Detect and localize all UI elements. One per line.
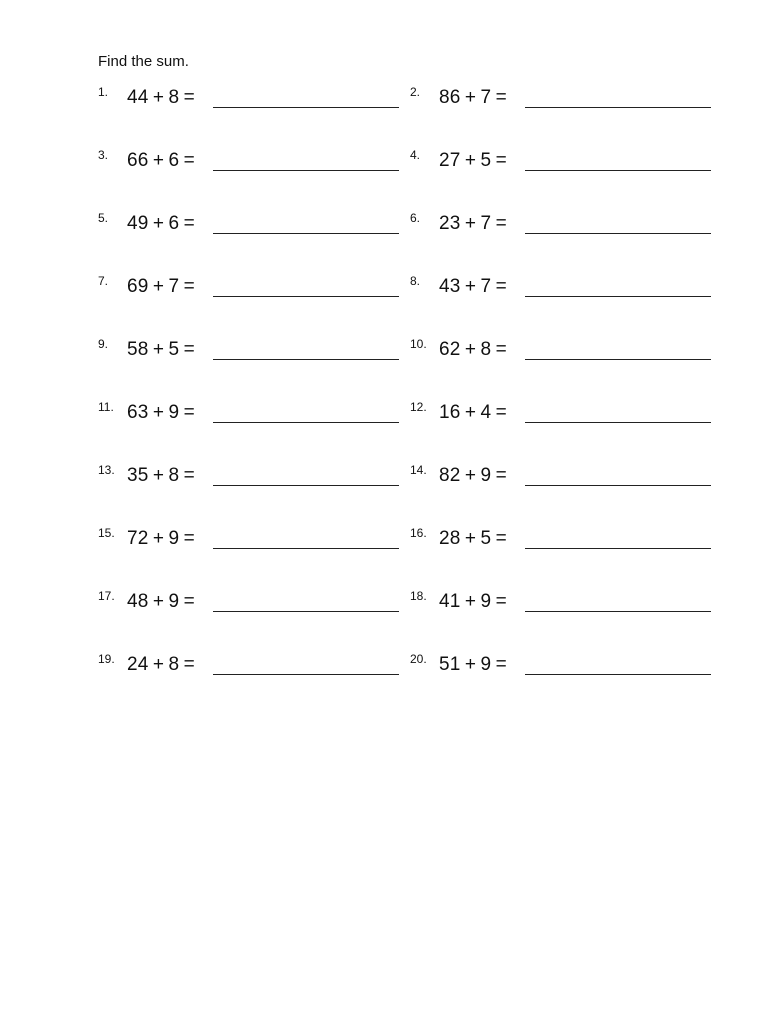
answer-line[interactable] bbox=[213, 170, 399, 171]
equals-sign: = bbox=[183, 591, 195, 612]
problem-number: 12. bbox=[410, 400, 427, 414]
problem-6 bbox=[410, 211, 730, 241]
addend-a: 62 bbox=[439, 339, 461, 360]
plus-sign: + bbox=[152, 150, 165, 171]
addend-a: 86 bbox=[439, 87, 461, 108]
equals-sign: = bbox=[183, 213, 195, 234]
problem-number: 14. bbox=[410, 463, 427, 477]
addend-a: 28 bbox=[439, 528, 461, 549]
problem-number: 13. bbox=[98, 463, 115, 477]
equals-sign: = bbox=[495, 150, 507, 171]
plus-sign: + bbox=[464, 402, 477, 423]
problem-17 bbox=[98, 589, 418, 619]
answer-line[interactable] bbox=[525, 422, 711, 423]
addend-b: 5 bbox=[480, 150, 492, 171]
problem-15 bbox=[98, 526, 418, 556]
equals-sign: = bbox=[183, 87, 195, 108]
equals-sign: = bbox=[183, 339, 195, 360]
answer-line[interactable] bbox=[525, 170, 711, 171]
answer-line[interactable] bbox=[525, 233, 711, 234]
answer-line[interactable] bbox=[525, 611, 711, 612]
plus-sign: + bbox=[464, 150, 477, 171]
problem-expression bbox=[127, 87, 199, 109]
equals-sign: = bbox=[495, 339, 507, 360]
problem-16 bbox=[410, 526, 730, 556]
answer-line[interactable] bbox=[213, 611, 399, 612]
addend-a: 48 bbox=[127, 591, 149, 612]
equals-sign: = bbox=[183, 654, 195, 675]
plus-sign: + bbox=[152, 276, 165, 297]
addend-b: 9 bbox=[480, 465, 492, 486]
plus-sign: + bbox=[464, 276, 477, 297]
plus-sign: + bbox=[464, 87, 477, 108]
problem-expression bbox=[439, 465, 511, 487]
addend-a: 43 bbox=[439, 276, 461, 297]
addend-b: 9 bbox=[168, 402, 180, 423]
problem-expression bbox=[439, 528, 511, 550]
equals-sign: = bbox=[495, 465, 507, 486]
addend-a: 44 bbox=[127, 87, 149, 108]
answer-line[interactable] bbox=[525, 296, 711, 297]
addend-b: 8 bbox=[480, 339, 492, 360]
problem-expression bbox=[439, 150, 511, 172]
addend-b: 9 bbox=[168, 591, 180, 612]
problem-expression bbox=[127, 213, 199, 235]
problem-expression bbox=[439, 213, 511, 235]
problem-expression bbox=[127, 654, 199, 676]
equals-sign: = bbox=[495, 402, 507, 423]
problem-expression bbox=[127, 465, 199, 487]
plus-sign: + bbox=[152, 465, 165, 486]
addend-b: 8 bbox=[168, 87, 180, 108]
problem-expression bbox=[439, 654, 511, 676]
answer-line[interactable] bbox=[213, 674, 399, 675]
plus-sign: + bbox=[152, 528, 165, 549]
problem-9 bbox=[98, 337, 418, 367]
addend-a: 51 bbox=[439, 654, 461, 675]
plus-sign: + bbox=[464, 528, 477, 549]
addend-b: 8 bbox=[168, 654, 180, 675]
equals-sign: = bbox=[183, 402, 195, 423]
equals-sign: = bbox=[183, 465, 195, 486]
plus-sign: + bbox=[152, 654, 165, 675]
addend-b: 7 bbox=[480, 87, 492, 108]
plus-sign: + bbox=[464, 465, 477, 486]
addend-a: 63 bbox=[127, 402, 149, 423]
addend-a: 66 bbox=[127, 150, 149, 171]
answer-line[interactable] bbox=[525, 548, 711, 549]
problem-number: 8. bbox=[410, 274, 421, 288]
plus-sign: + bbox=[152, 213, 165, 234]
problem-number: 18. bbox=[410, 589, 427, 603]
addend-b: 4 bbox=[480, 402, 492, 423]
problem-11 bbox=[98, 400, 418, 430]
problem-expression bbox=[439, 87, 511, 109]
problem-number: 6. bbox=[410, 211, 421, 225]
plus-sign: + bbox=[152, 402, 165, 423]
problem-3 bbox=[98, 148, 421, 178]
answer-line[interactable] bbox=[213, 296, 399, 297]
equals-sign: = bbox=[495, 528, 507, 549]
plus-sign: + bbox=[464, 654, 477, 675]
equals-sign: = bbox=[495, 276, 507, 297]
addend-a: 49 bbox=[127, 213, 149, 234]
problem-expression bbox=[127, 402, 199, 424]
problem-expression bbox=[127, 591, 199, 613]
problem-10 bbox=[410, 337, 730, 367]
problem-number: 10. bbox=[410, 337, 427, 351]
addend-b: 9 bbox=[168, 528, 180, 549]
addend-a: 82 bbox=[439, 465, 461, 486]
addend-a: 35 bbox=[127, 465, 149, 486]
addend-a: 16 bbox=[439, 402, 461, 423]
answer-line[interactable] bbox=[525, 359, 711, 360]
addend-a: 69 bbox=[127, 276, 149, 297]
problem-expression bbox=[127, 528, 199, 550]
plus-sign: + bbox=[464, 339, 477, 360]
problem-number: 5. bbox=[98, 211, 109, 225]
problem-number: 15. bbox=[98, 526, 115, 540]
addend-a: 58 bbox=[127, 339, 149, 360]
equals-sign: = bbox=[495, 591, 507, 612]
plus-sign: + bbox=[464, 591, 477, 612]
problem-1 bbox=[98, 85, 421, 115]
addend-b: 5 bbox=[480, 528, 492, 549]
problem-number: 7. bbox=[98, 274, 109, 288]
problem-7 bbox=[98, 274, 421, 304]
problem-number: 9. bbox=[98, 337, 109, 351]
problem-number: 17. bbox=[98, 589, 115, 603]
answer-line[interactable] bbox=[213, 107, 399, 108]
addend-a: 24 bbox=[127, 654, 149, 675]
problem-expression bbox=[439, 591, 511, 613]
problem-number: 19. bbox=[98, 652, 115, 666]
addend-b: 7 bbox=[168, 276, 180, 297]
addend-b: 8 bbox=[168, 465, 180, 486]
problem-14 bbox=[410, 463, 730, 493]
addend-a: 72 bbox=[127, 528, 149, 549]
equals-sign: = bbox=[495, 654, 507, 675]
plus-sign: + bbox=[464, 213, 477, 234]
problem-number: 4. bbox=[410, 148, 421, 162]
problem-expression bbox=[439, 339, 511, 361]
problem-expression bbox=[127, 339, 199, 361]
problem-expression bbox=[127, 150, 199, 172]
problem-number: 3. bbox=[98, 148, 109, 162]
problem-18 bbox=[410, 589, 730, 619]
problem-4 bbox=[410, 148, 730, 178]
addend-b: 9 bbox=[480, 654, 492, 675]
addend-b: 9 bbox=[480, 591, 492, 612]
plus-sign: + bbox=[152, 591, 165, 612]
problem-20 bbox=[410, 652, 730, 682]
addend-b: 5 bbox=[168, 339, 180, 360]
plus-sign: + bbox=[152, 339, 165, 360]
answer-line[interactable] bbox=[213, 485, 399, 486]
problem-12 bbox=[410, 400, 730, 430]
addend-b: 6 bbox=[168, 150, 180, 171]
equals-sign: = bbox=[495, 87, 507, 108]
equals-sign: = bbox=[495, 213, 507, 234]
problem-number: 16. bbox=[410, 526, 427, 540]
addend-a: 23 bbox=[439, 213, 461, 234]
problem-expression bbox=[127, 276, 199, 298]
addend-a: 41 bbox=[439, 591, 461, 612]
instructions: Find the sum. bbox=[98, 53, 189, 70]
problem-number: 20. bbox=[410, 652, 427, 666]
answer-line[interactable] bbox=[213, 233, 399, 234]
answer-line[interactable] bbox=[213, 422, 399, 423]
problem-19 bbox=[98, 652, 418, 682]
answer-line[interactable] bbox=[525, 107, 711, 108]
problem-5 bbox=[98, 211, 421, 241]
problem-expression bbox=[439, 276, 511, 298]
equals-sign: = bbox=[183, 276, 195, 297]
plus-sign: + bbox=[152, 87, 165, 108]
problem-8 bbox=[410, 274, 730, 304]
problem-number: 1. bbox=[98, 85, 109, 99]
answer-line[interactable] bbox=[213, 359, 399, 360]
problem-2 bbox=[410, 85, 730, 115]
answer-line[interactable] bbox=[213, 548, 399, 549]
addend-b: 7 bbox=[480, 213, 492, 234]
problem-expression bbox=[439, 402, 511, 424]
problem-number: 2. bbox=[410, 85, 421, 99]
answer-line[interactable] bbox=[525, 485, 711, 486]
addend-b: 7 bbox=[480, 276, 492, 297]
answer-line[interactable] bbox=[525, 674, 711, 675]
problem-13 bbox=[98, 463, 418, 493]
equals-sign: = bbox=[183, 150, 195, 171]
addend-b: 6 bbox=[168, 213, 180, 234]
addend-a: 27 bbox=[439, 150, 461, 171]
equals-sign: = bbox=[183, 528, 195, 549]
problem-number: 11. bbox=[98, 400, 114, 414]
